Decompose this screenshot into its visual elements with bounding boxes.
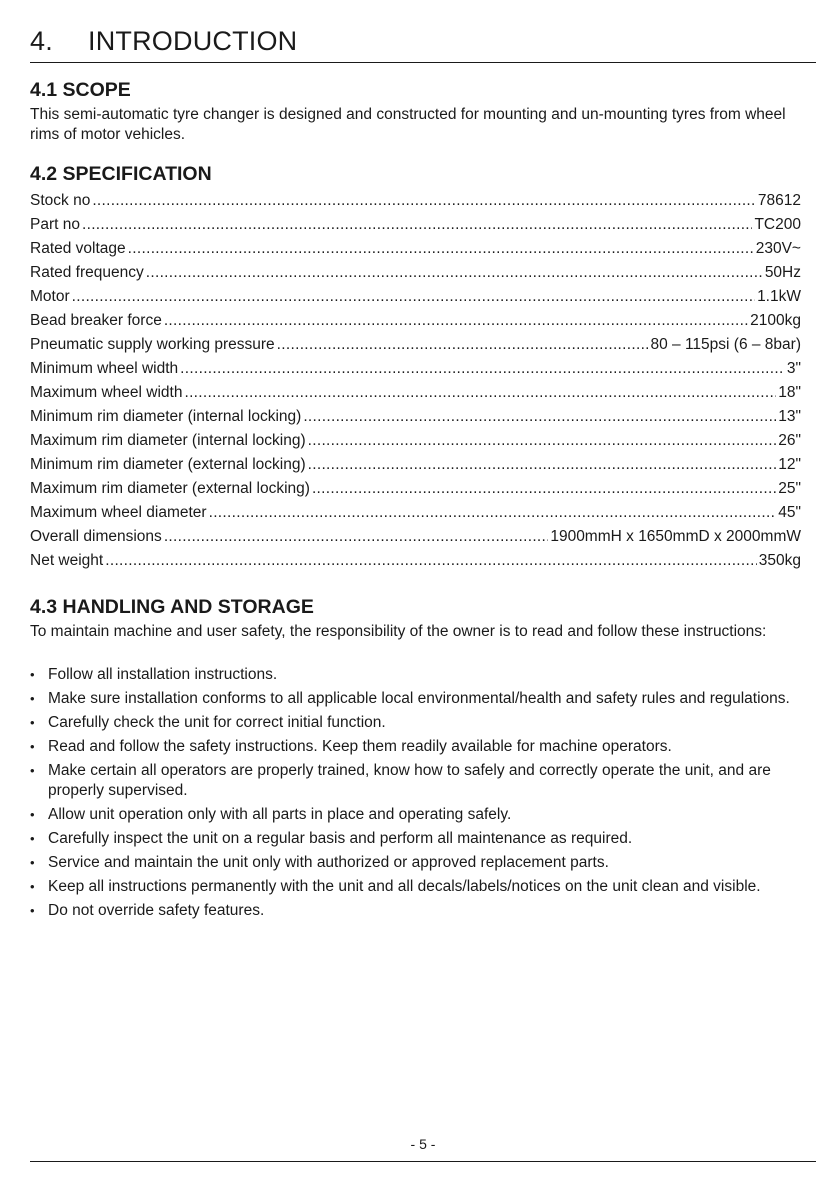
list-item: • Service and maintain the unit only with authorized or approved replacement parts. [30, 853, 816, 873]
scope-text: This semi-automatic tyre changer is designed and constructed for mounting and un-mounting tyres from wheel rims of motor vehicles. [30, 106, 786, 143]
spec-value: 25" [778, 480, 801, 497]
spec-row [30, 309, 801, 333]
spec-label: Rated voltage [30, 240, 126, 257]
spec-label: Bead breaker force [30, 312, 162, 329]
spec-value: TC200 [754, 216, 801, 233]
spec-row [30, 261, 801, 285]
leader-dots [277, 333, 649, 357]
spec-value: 2100kg [750, 312, 801, 329]
leader-dots [184, 381, 776, 405]
spec-value: 1.1kW [757, 288, 801, 305]
spec-value: 3" [786, 360, 801, 377]
leader-dots [146, 261, 763, 285]
spec-row [30, 357, 801, 381]
spec-label: Maximum wheel diameter [30, 504, 207, 521]
leader-dots [164, 309, 748, 333]
spec-label: Minimum rim diameter (external locking) [30, 456, 306, 473]
spec-row [30, 189, 801, 213]
leader-dots [72, 285, 755, 309]
leader-dots [105, 549, 757, 573]
spec-value: 12" [778, 456, 801, 473]
spec-value: 230V~ [755, 240, 801, 257]
spec-label: Stock no [30, 192, 91, 209]
list-item: • Allow unit operation only with all parts in place and operating safely. [30, 805, 816, 825]
specification-table [30, 189, 801, 573]
spec-row [30, 477, 801, 501]
leader-dots [312, 477, 776, 501]
leader-dots [164, 525, 549, 549]
list-item: • Keep all instructions permanently with the unit and all decals/labels/notices on the unit clean and visible. [30, 877, 816, 897]
leader-dots [128, 237, 754, 261]
spec-row [30, 285, 801, 309]
footer-divider [30, 1161, 816, 1162]
spec-label: Minimum rim diameter (internal locking) [30, 408, 302, 425]
spec-value: 350kg [758, 552, 801, 569]
list-item: • Carefully check the unit for correct initial function. [30, 713, 816, 733]
leader-dots [82, 213, 752, 237]
page-number: - 5 - [410, 1136, 436, 1152]
spec-value: 1900mmH x 1650mmD x 2000mmW [550, 528, 801, 545]
spec-label: Minimum wheel width [30, 360, 179, 377]
spec-row [30, 453, 801, 477]
list-item: • Read and follow the safety instructions. Keep them readily available for machine operators. [30, 737, 816, 757]
spec-row [30, 525, 801, 549]
spec-label: Part no [30, 216, 80, 233]
spec-row [30, 405, 801, 429]
leader-dots [303, 405, 776, 429]
list-item: • Carefully inspect the unit on a regular basis and perform all maintenance as required. [30, 829, 816, 849]
list-item: • Make sure installation conforms to all applicable local environmental/health and safety rules and regulations. [30, 689, 816, 709]
spec-label: Maximum rim diameter (internal locking) [30, 432, 306, 449]
spec-label: Maximum rim diameter (external locking) [30, 480, 310, 497]
spec-row [30, 237, 801, 261]
leader-dots [308, 453, 777, 477]
chapter-number: 4. [30, 26, 53, 56]
handling-intro: To maintain machine and user safety, the responsibility of the owner is to read and follow these instructions: [30, 623, 767, 640]
leader-dots [92, 189, 756, 213]
spec-row [30, 213, 801, 237]
leader-dots [180, 357, 785, 381]
specification-heading: 4.2 SPECIFICATION [30, 163, 212, 185]
list-item: • Do not override safety features. [30, 901, 816, 921]
spec-value: 50Hz [764, 264, 801, 281]
spec-row [30, 501, 801, 525]
spec-value: 26" [778, 432, 801, 449]
spec-row [30, 381, 801, 405]
chapter-title [30, 26, 297, 57]
handling-instructions-list [30, 665, 816, 925]
list-item: • Follow all installation instructions. [30, 665, 816, 685]
leader-dots [308, 429, 777, 453]
spec-value: 80 – 115psi (6 – 8bar) [650, 336, 801, 353]
chapter-title-text: INTRODUCTION [88, 26, 298, 56]
spec-row [30, 429, 801, 453]
spec-value: 13" [778, 408, 801, 425]
list-item: • Make certain all operators are properly trained, know how to safely and correctly operate the unit, and are properly supervised. [30, 761, 816, 801]
spec-label: Pneumatic supply working pressure [30, 336, 275, 353]
spec-value: 45" [778, 504, 801, 521]
spec-value: 78612 [757, 192, 801, 209]
spec-label: Rated frequency [30, 264, 144, 281]
spec-row [30, 549, 801, 573]
spec-label: Overall dimensions [30, 528, 162, 545]
spec-label: Net weight [30, 552, 104, 569]
header-divider [30, 62, 816, 63]
spec-value: 18" [778, 384, 801, 401]
spec-label: Maximum wheel width [30, 384, 183, 401]
handling-heading: 4.3 HANDLING AND STORAGE [30, 596, 314, 618]
scope-heading: 4.1 SCOPE [30, 79, 131, 101]
spec-label: Motor [30, 288, 70, 305]
spec-row [30, 333, 801, 357]
leader-dots [209, 501, 777, 525]
